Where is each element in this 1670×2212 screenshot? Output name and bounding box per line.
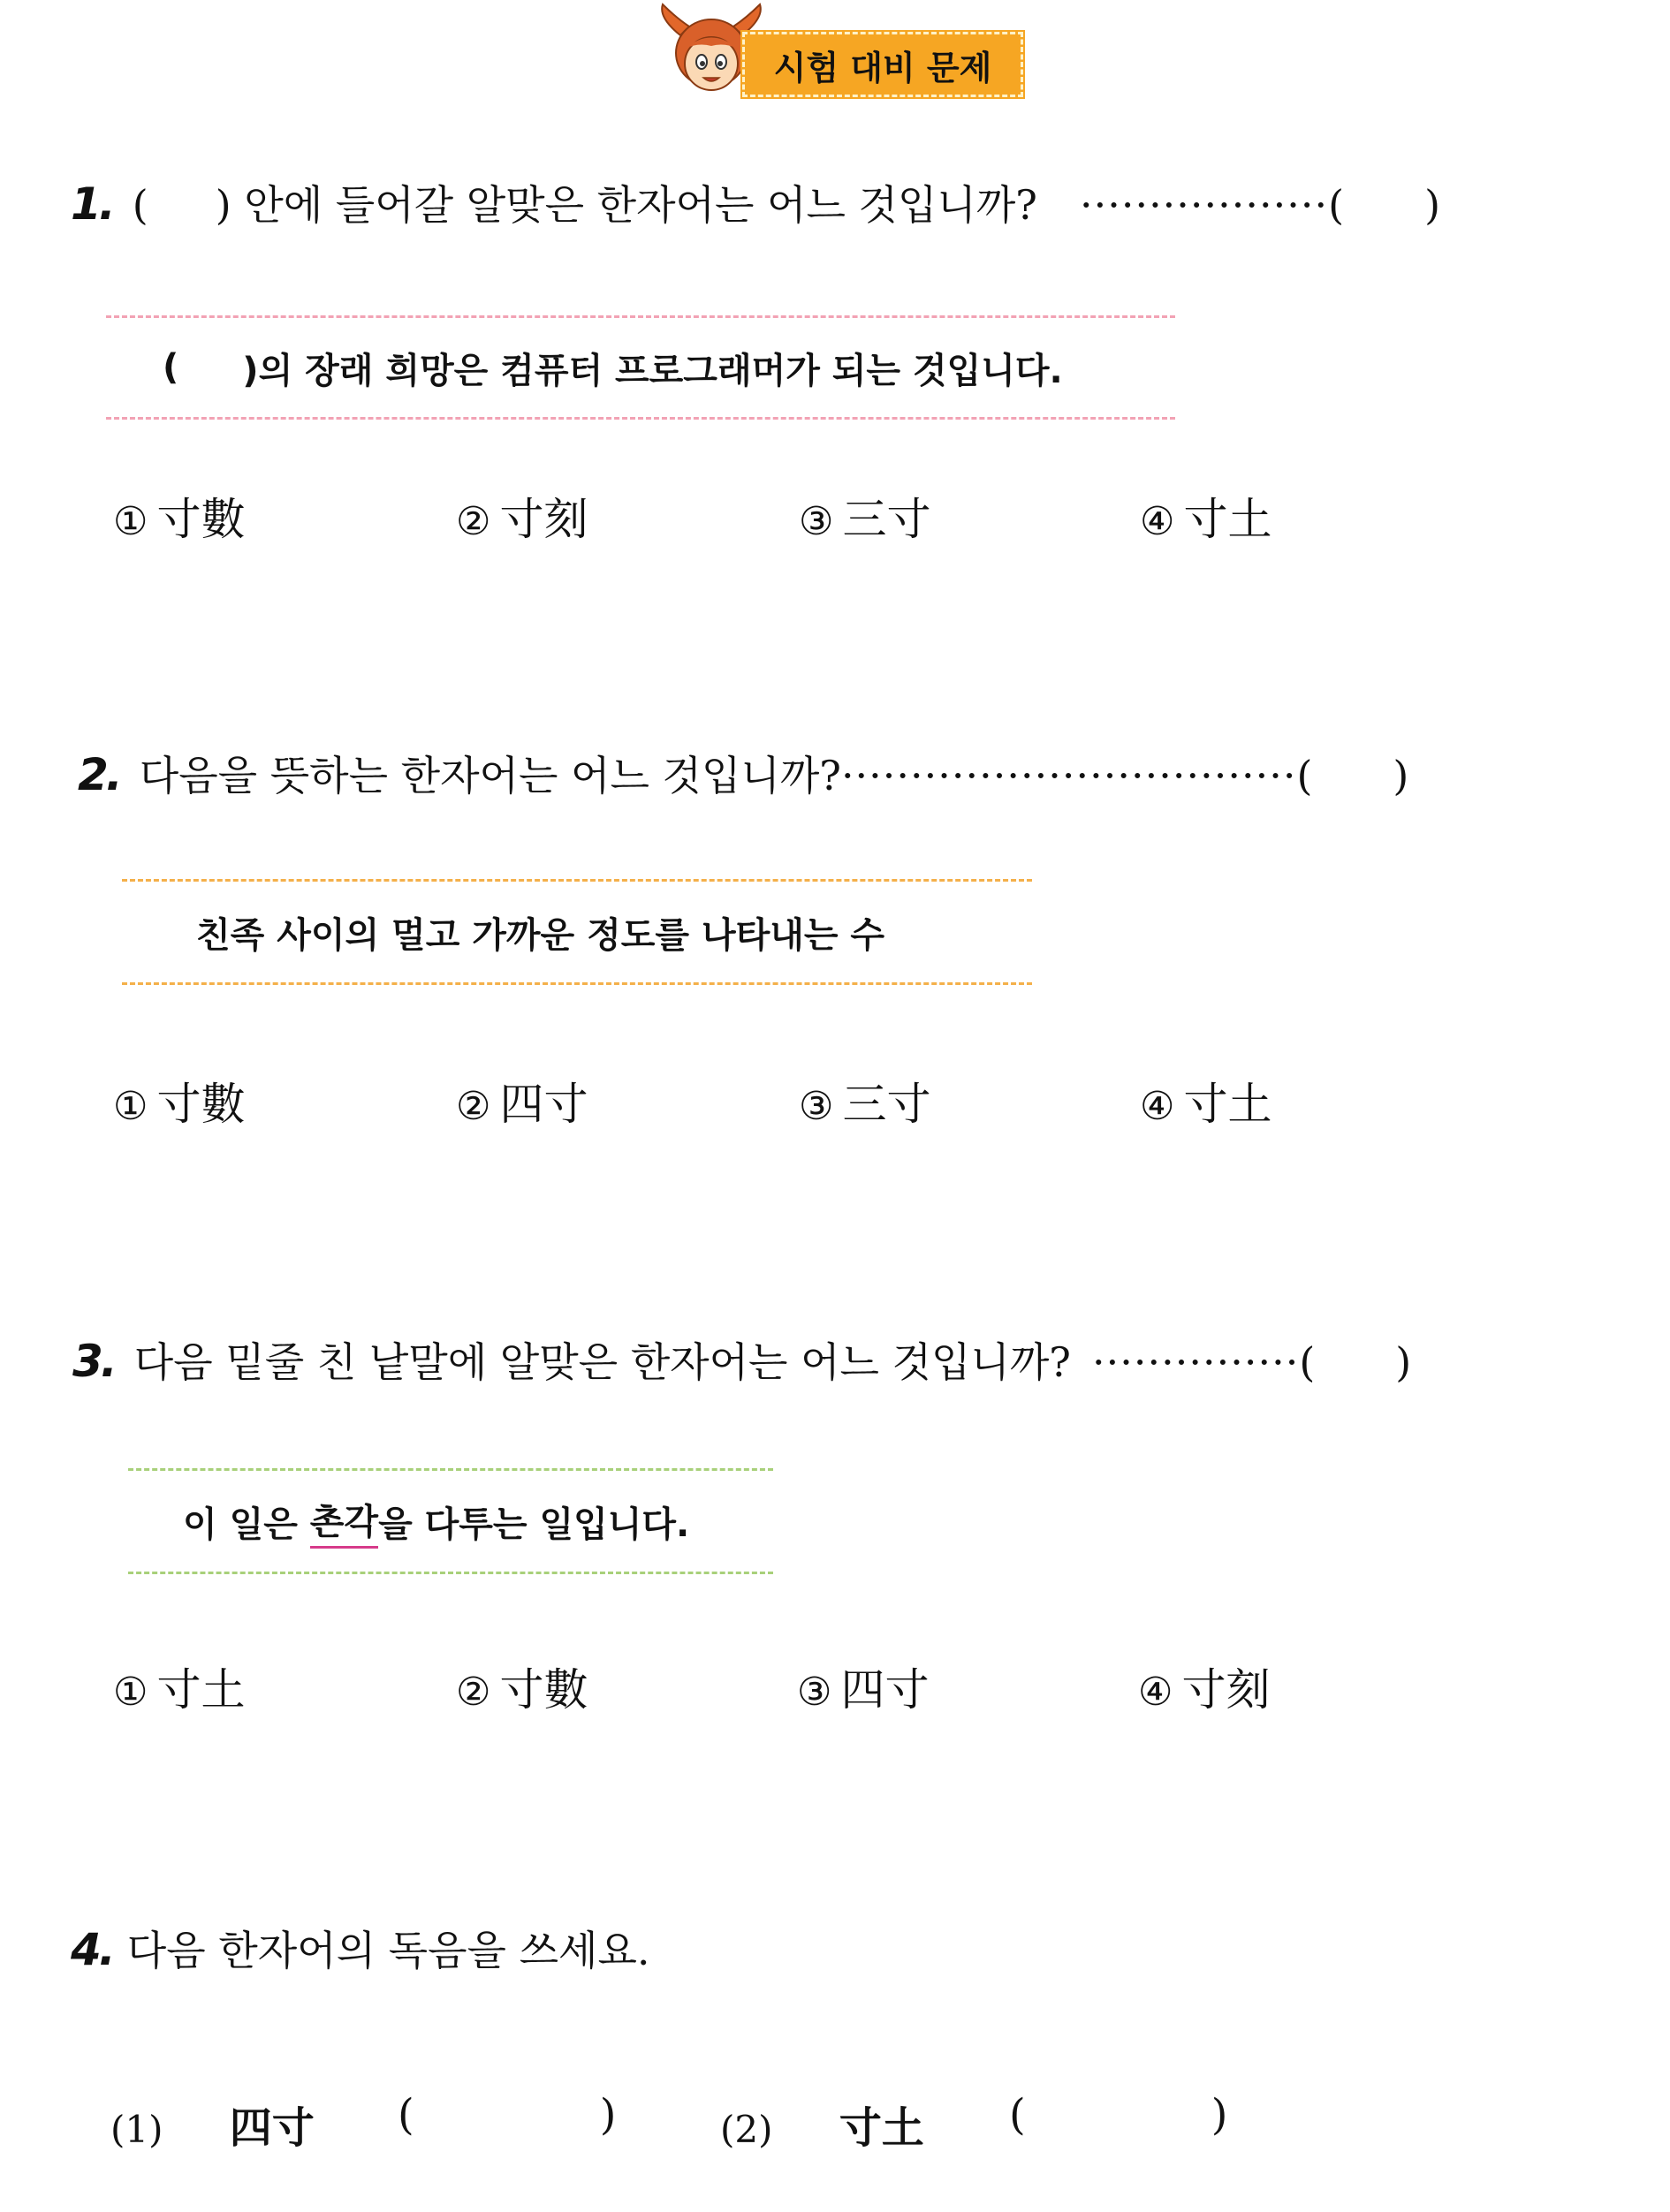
option-text: 寸數 (499, 1664, 588, 1716)
option-mark: ④ (1138, 1670, 1173, 1715)
question-stem: ) 안에 들어갈 알맞은 한자어는 어느 것입니까? (215, 181, 1037, 229)
question-stem: 다음 밑줄 친 낱말에 알맞은 한자어는 어느 것입니까? (133, 1338, 1071, 1386)
question-number: 1. (71, 178, 113, 230)
question-number: 3. (72, 1336, 115, 1387)
option-1-1[interactable] (113, 484, 245, 548)
context-box-3 (128, 1468, 773, 1574)
option-3-3[interactable] (797, 1655, 929, 1718)
question-number: 2. (78, 749, 120, 800)
blank-paren-open: ( (1009, 2090, 1026, 2140)
option-1-3[interactable] (799, 484, 930, 548)
answer-dots: ···············( (1091, 1338, 1317, 1386)
answer-blank-2[interactable] (1009, 2090, 1227, 2140)
option-mark: ③ (799, 1084, 834, 1129)
paren-open: ( (132, 181, 148, 229)
context-box-2 (122, 879, 1032, 985)
option-3-4[interactable] (1138, 1655, 1270, 1718)
question-2 (78, 744, 1408, 802)
option-text: 寸刻 (499, 494, 588, 545)
answer-dots: ··················( (1079, 181, 1346, 229)
option-2-2[interactable] (456, 1069, 588, 1133)
option-2-4[interactable] (1140, 1069, 1271, 1133)
answer-paren-close: ) (1395, 1338, 1412, 1386)
option-1-4[interactable] (1140, 484, 1271, 548)
option-text: 寸刻 (1181, 1664, 1271, 1716)
item-mark: (1) (110, 2108, 163, 2151)
option-mark: ② (456, 499, 491, 544)
box-sentence: 친족 사이의 멀고 가까운 정도를 나타내는 수 (196, 914, 885, 956)
box-sentence-end: 을 다투는 일입니다. (378, 1504, 690, 1545)
question-stem: 다음을 뜻하는 한자어는 어느 것입니까? (139, 752, 841, 799)
option-3-1[interactable] (113, 1655, 245, 1718)
answer-paren-close: ) (1424, 181, 1441, 229)
question-4 (71, 1919, 650, 1977)
question-text (133, 173, 1037, 231)
blank-paren-close: ) (1211, 2090, 1228, 2140)
item-mark: (2) (720, 2108, 773, 2151)
option-3-2[interactable] (456, 1655, 588, 1718)
question-3 (72, 1330, 1411, 1389)
option-mark: ① (113, 1670, 148, 1715)
option-text: 寸土 (156, 1664, 246, 1716)
option-mark: ③ (797, 1670, 832, 1715)
answer-dots: ·································( (840, 752, 1314, 799)
answer-item-1 (110, 2094, 315, 2155)
blank-paren-close: ) (599, 2090, 617, 2140)
option-2-1[interactable] (113, 1069, 245, 1133)
option-text: 寸數 (156, 494, 246, 545)
option-text: 寸土 (1183, 494, 1272, 545)
box-paren-open: ( (163, 347, 179, 388)
option-1-2[interactable] (456, 484, 588, 548)
option-mark: ② (456, 1084, 491, 1129)
question-number: 4. (71, 1924, 113, 1975)
option-mark: ① (113, 1084, 148, 1129)
option-text: 寸土 (1183, 1079, 1272, 1130)
item-text: 四寸 (229, 2103, 315, 2153)
option-text: 四寸 (840, 1664, 930, 1716)
answer-paren-close: ) (1393, 752, 1409, 799)
question-stem: 다음 한자어의 독음을 쓰세요. (126, 1927, 650, 1974)
context-box-1 (106, 315, 1175, 420)
option-text: 三寸 (842, 494, 931, 545)
option-mark: ③ (799, 499, 834, 544)
blank-paren-open: ( (398, 2090, 414, 2140)
box-sentence: )의 장래 희망은 컴퓨터 프로그래머가 되는 것입니다. (242, 350, 1063, 391)
option-text: 三寸 (842, 1079, 931, 1130)
option-mark: ① (113, 499, 148, 544)
option-mark: ② (456, 1670, 491, 1715)
box-sentence-start: 이 일은 (183, 1504, 310, 1545)
answer-blank-1[interactable] (398, 2090, 616, 2140)
option-text: 寸數 (156, 1079, 246, 1130)
underlined-word: 촌각 (310, 1494, 378, 1549)
option-mark: ④ (1140, 1084, 1175, 1129)
answer-item-2 (720, 2094, 924, 2155)
header (654, 0, 1060, 106)
option-text: 四寸 (499, 1079, 588, 1130)
header-title: 시험 대비 문제 (742, 32, 1023, 97)
question-1 (71, 173, 1440, 231)
option-mark: ④ (1140, 499, 1175, 544)
item-text: 寸土 (839, 2103, 924, 2153)
option-2-3[interactable] (799, 1069, 930, 1133)
